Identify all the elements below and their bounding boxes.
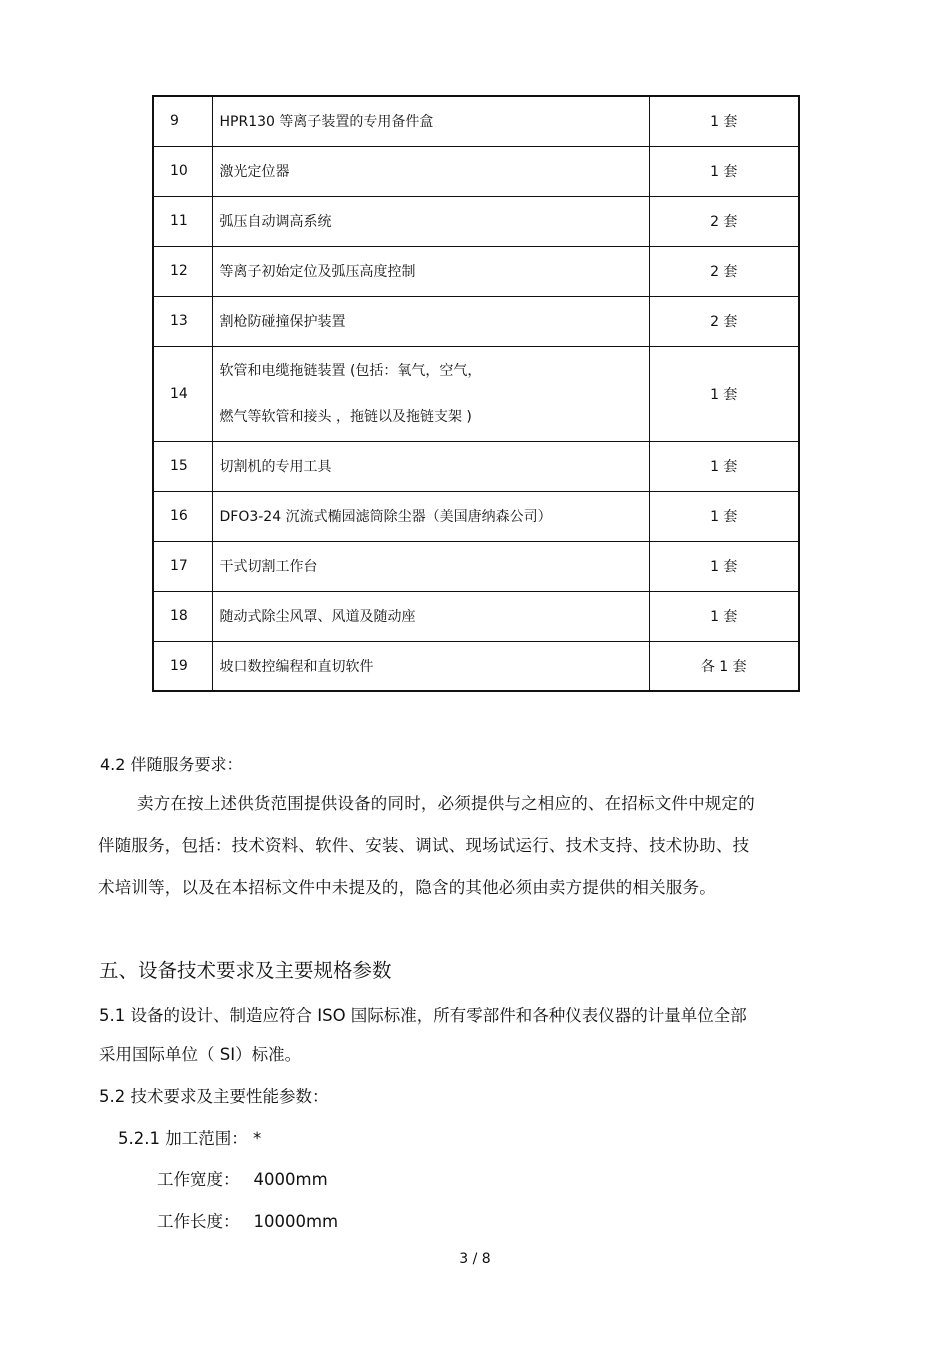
section-5-heading: 五、设备技术要求及主要规格参数: [99, 959, 392, 982]
item-quantity: 1 套: [649, 146, 799, 196]
row-number: 9: [153, 96, 212, 146]
item-quantity: 1 套: [649, 591, 799, 641]
item-quantity: 2 套: [649, 196, 799, 246]
item-name-line: 燃气等软管和接头 ，拖链以及拖链支架 ): [219, 408, 472, 425]
table-row: [153, 541, 799, 591]
paragraph-line: 伴随服务，包括：技术资料、软件、安装、调试、现场试运行、技术支持、技术协助、技: [98, 836, 750, 855]
table-row: [153, 246, 799, 296]
item-quantity: 1 套: [649, 346, 799, 441]
row-number: 17: [153, 541, 212, 591]
row-number: 19: [153, 641, 212, 691]
page-number: 3 / 8: [459, 1251, 491, 1267]
item-name: [212, 346, 649, 441]
table-row: [153, 96, 799, 146]
table-row: [153, 641, 799, 691]
item-name: 割枪防碰撞保护装置: [212, 296, 649, 346]
section-5-2-heading: 5.2 技术要求及主要性能参数：: [99, 1087, 329, 1106]
item-quantity: 2 套: [649, 296, 799, 346]
work-width-value: 4000mm: [253, 1170, 328, 1189]
table-row: [153, 146, 799, 196]
section-5-2-1-heading: 5.2.1 加工范围： *: [118, 1129, 262, 1148]
item-name: 随动式除尘风罩、风道及随动座: [212, 591, 649, 641]
work-width-label: 工作宽度：: [157, 1170, 240, 1189]
work-length-value: 10000mm: [253, 1212, 339, 1231]
row-number: 18: [153, 591, 212, 641]
work-length-label: 工作长度：: [157, 1212, 240, 1231]
item-name: HPR130 等离子装置的专用备件盒: [212, 96, 649, 146]
row-number: 12: [153, 246, 212, 296]
item-quantity: 1 套: [649, 441, 799, 491]
section-4-2-heading: 4.2 伴随服务要求：: [100, 755, 243, 774]
table-row: [153, 591, 799, 641]
row-number: 14: [153, 346, 212, 441]
table-row: [153, 441, 799, 491]
table-row: [153, 296, 799, 346]
row-number: 15: [153, 441, 212, 491]
item-quantity: 1 套: [649, 491, 799, 541]
item-name: 坡口数控编程和直切软件: [212, 641, 649, 691]
row-number: 13: [153, 296, 212, 346]
table-row: [153, 346, 799, 441]
item-quantity: 1 套: [649, 541, 799, 591]
item-name: 弧压自动调高系统: [212, 196, 649, 246]
item-quantity: 各 1 套: [649, 641, 799, 691]
table-row: [153, 196, 799, 246]
item-name: 干式切割工作台: [212, 541, 649, 591]
item-name: 激光定位器: [212, 146, 649, 196]
section-5-1-line: 采用国际单位（ SI）标准。: [99, 1045, 302, 1064]
row-number: 11: [153, 196, 212, 246]
work-width: [157, 1166, 328, 1190]
table-row: [153, 491, 799, 541]
item-name: DFO3-24 沉流式椭园滤筒除尘器（美国唐纳森公司）: [212, 491, 649, 541]
paragraph-line: 卖方在按上述供货范围提供设备的同时，必须提供与之相应的、在招标文件中规定的: [137, 794, 755, 813]
equipment-table: [152, 95, 800, 692]
row-number: 16: [153, 491, 212, 541]
item-quantity: 2 套: [649, 246, 799, 296]
section-5-1-line: 5.1 设备的设计、制造应符合 ISO 国际标准，所有零部件和各种仪表仪器的计量单位全部: [99, 1006, 747, 1025]
item-name-line: 软管和电缆拖链装置 (包括：氧气，空气，: [219, 362, 482, 379]
paragraph-line: 术培训等，以及在本招标文件中未提及的，隐含的其他必须由卖方提供的相关服务。: [98, 878, 716, 897]
work-length: [157, 1208, 338, 1232]
row-number: 10: [153, 146, 212, 196]
item-name: 切割机的专用工具: [212, 441, 649, 491]
item-quantity: 1 套: [649, 96, 799, 146]
item-name: 等离子初始定位及弧压高度控制: [212, 246, 649, 296]
